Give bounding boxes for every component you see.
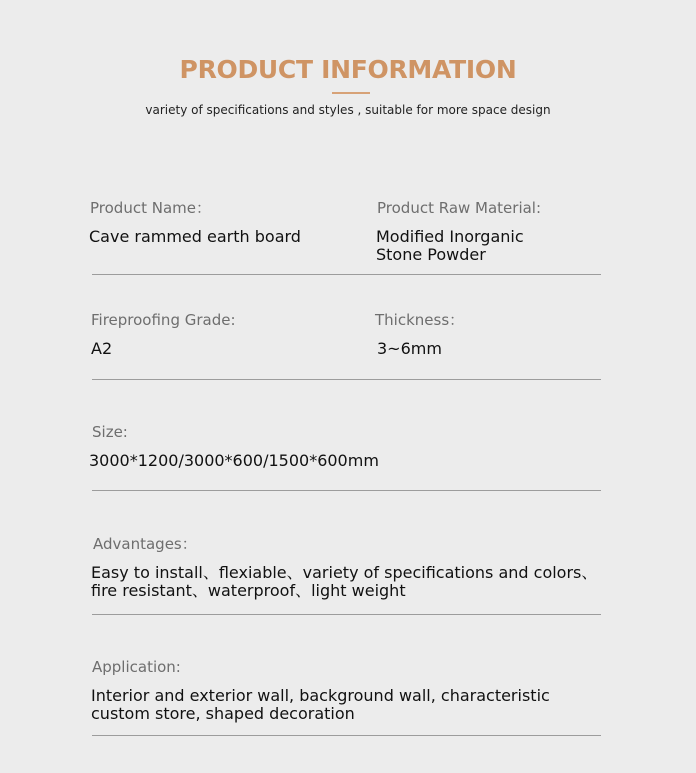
application-value-line2: custom store, shaped decoration (91, 704, 355, 723)
page-title: PRODUCT INFORMATION (179, 55, 517, 84)
divider (92, 614, 601, 615)
product-name-label: Product Name： (90, 199, 211, 217)
application-value-line1: Interior and exterior wall, background wall, characteristic (91, 686, 550, 705)
advantages-label: Advantages： (93, 535, 197, 553)
size-value: 3000*1200/3000*600/1500*600mm (89, 451, 379, 470)
thickness-value: 3~6mm (377, 339, 442, 358)
fireproofing-label: Fireproofing Grade: (91, 311, 236, 329)
page-subtitle: variety of specifications and styles , suitable for more space design (145, 103, 551, 117)
title-underline (332, 92, 370, 94)
product-name-value: Cave rammed earth board (89, 227, 301, 246)
divider (92, 274, 601, 275)
divider (92, 379, 601, 380)
raw-material-value-line1: Modified Inorganic (376, 227, 524, 246)
raw-material-label: Product Raw Material: (377, 199, 542, 217)
thickness-label: Thickness： (375, 311, 465, 329)
advantages-value-line1: Easy to install、flexiable、variety of specifications and colors、 (91, 563, 598, 582)
application-label: Application: (92, 658, 181, 676)
divider (92, 735, 601, 736)
divider (92, 490, 601, 491)
raw-material-value-line2: Stone Powder (376, 245, 486, 264)
fireproofing-value: A2 (91, 339, 113, 358)
advantages-value-line2: fire resistant、waterproof、light weight (91, 581, 406, 600)
size-label: Size: (92, 423, 128, 441)
